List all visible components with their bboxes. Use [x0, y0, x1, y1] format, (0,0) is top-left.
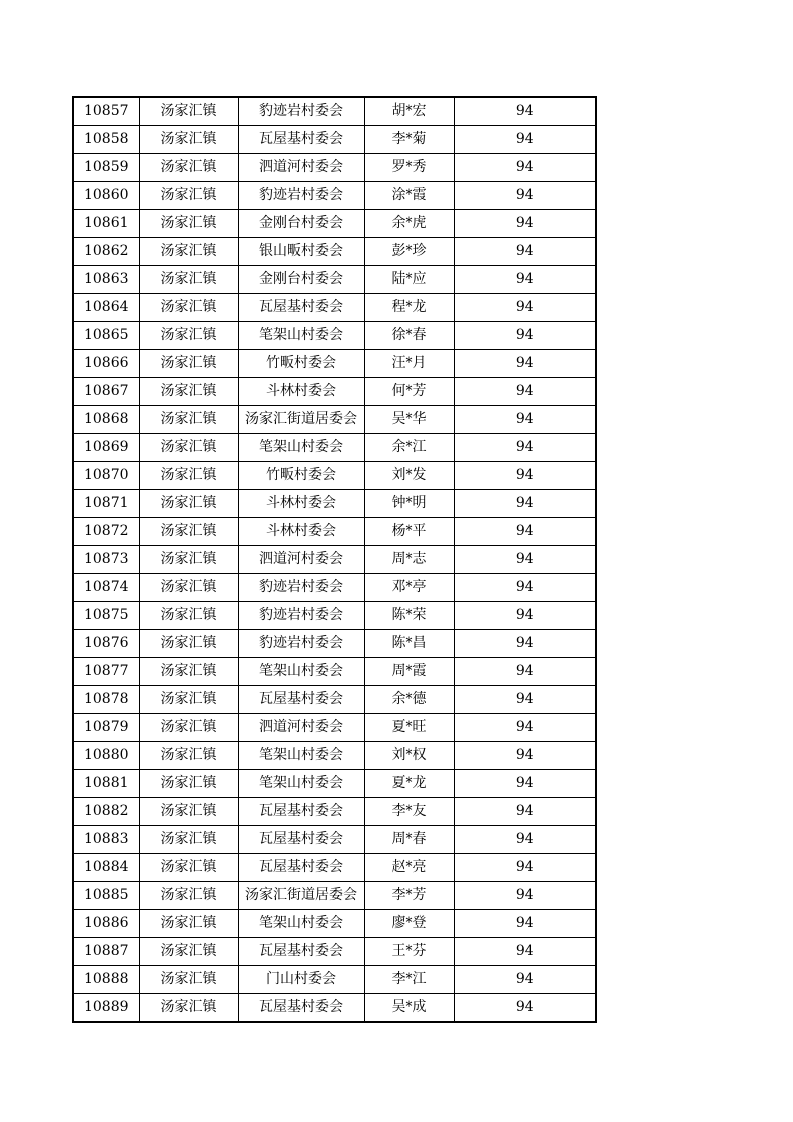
score-cell: 94 [454, 658, 596, 686]
name-cell: 李*芳 [364, 882, 454, 910]
village-cell: 瓦屋基村委会 [238, 826, 364, 854]
name-cell: 余*江 [364, 434, 454, 462]
id-cell: 10875 [73, 602, 139, 630]
score-cell: 94 [454, 938, 596, 966]
table-row [73, 378, 596, 406]
table-row [73, 238, 596, 266]
id-cell: 10876 [73, 630, 139, 658]
name-cell: 廖*登 [364, 910, 454, 938]
table-row [73, 574, 596, 602]
score-cell: 94 [454, 322, 596, 350]
table-row [73, 686, 596, 714]
village-cell: 笔架山村委会 [238, 322, 364, 350]
id-cell: 10862 [73, 238, 139, 266]
town-cell: 汤家汇镇 [139, 154, 238, 182]
name-cell: 何*芳 [364, 378, 454, 406]
table-row [73, 322, 596, 350]
table-row [73, 742, 596, 770]
id-cell: 10882 [73, 798, 139, 826]
village-cell: 竹畈村委会 [238, 350, 364, 378]
town-cell: 汤家汇镇 [139, 602, 238, 630]
town-cell: 汤家汇镇 [139, 630, 238, 658]
score-cell: 94 [454, 406, 596, 434]
village-cell: 豹迹岩村委会 [238, 97, 364, 126]
table-row [73, 406, 596, 434]
table-row [73, 350, 596, 378]
name-cell: 罗*秀 [364, 154, 454, 182]
id-cell: 10867 [73, 378, 139, 406]
table-row [73, 882, 596, 910]
table-body [73, 97, 596, 1022]
table-row [73, 462, 596, 490]
id-cell: 10860 [73, 182, 139, 210]
name-cell: 周*霞 [364, 658, 454, 686]
id-cell: 10872 [73, 518, 139, 546]
town-cell: 汤家汇镇 [139, 826, 238, 854]
table-row [73, 546, 596, 574]
table-row [73, 630, 596, 658]
score-cell: 94 [454, 434, 596, 462]
name-cell: 李*江 [364, 966, 454, 994]
score-cell: 94 [454, 518, 596, 546]
village-cell: 笔架山村委会 [238, 910, 364, 938]
score-cell: 94 [454, 966, 596, 994]
score-cell: 94 [454, 378, 596, 406]
town-cell: 汤家汇镇 [139, 714, 238, 742]
name-cell: 夏*旺 [364, 714, 454, 742]
score-cell: 94 [454, 182, 596, 210]
name-cell: 刘*发 [364, 462, 454, 490]
score-cell: 94 [454, 854, 596, 882]
id-cell: 10887 [73, 938, 139, 966]
score-cell: 94 [454, 686, 596, 714]
id-cell: 10877 [73, 658, 139, 686]
name-cell: 彭*珍 [364, 238, 454, 266]
id-cell: 10857 [73, 97, 139, 126]
id-cell: 10861 [73, 210, 139, 238]
town-cell: 汤家汇镇 [139, 770, 238, 798]
village-cell: 瓦屋基村委会 [238, 938, 364, 966]
town-cell: 汤家汇镇 [139, 966, 238, 994]
town-cell: 汤家汇镇 [139, 182, 238, 210]
name-cell: 徐*春 [364, 322, 454, 350]
table-row [73, 126, 596, 154]
name-cell: 汪*月 [364, 350, 454, 378]
id-cell: 10868 [73, 406, 139, 434]
id-cell: 10889 [73, 994, 139, 1023]
name-cell: 李*菊 [364, 126, 454, 154]
table-row [73, 798, 596, 826]
table-row [73, 770, 596, 798]
village-cell: 瓦屋基村委会 [238, 686, 364, 714]
village-cell: 瓦屋基村委会 [238, 798, 364, 826]
table-row [73, 434, 596, 462]
town-cell: 汤家汇镇 [139, 294, 238, 322]
village-cell: 汤家汇街道居委会 [238, 882, 364, 910]
name-cell: 钟*明 [364, 490, 454, 518]
score-cell: 94 [454, 238, 596, 266]
town-cell: 汤家汇镇 [139, 126, 238, 154]
id-cell: 10878 [73, 686, 139, 714]
town-cell: 汤家汇镇 [139, 434, 238, 462]
id-cell: 10880 [73, 742, 139, 770]
name-cell: 程*龙 [364, 294, 454, 322]
town-cell: 汤家汇镇 [139, 210, 238, 238]
village-cell: 泗道河村委会 [238, 714, 364, 742]
name-cell: 刘*权 [364, 742, 454, 770]
id-cell: 10884 [73, 854, 139, 882]
name-cell: 周*志 [364, 546, 454, 574]
village-cell: 瓦屋基村委会 [238, 126, 364, 154]
town-cell: 汤家汇镇 [139, 882, 238, 910]
id-cell: 10865 [73, 322, 139, 350]
table-row [73, 266, 596, 294]
score-cell: 94 [454, 350, 596, 378]
score-cell: 94 [454, 630, 596, 658]
table-row [73, 490, 596, 518]
score-cell: 94 [454, 97, 596, 126]
id-cell: 10886 [73, 910, 139, 938]
name-cell: 吴*华 [364, 406, 454, 434]
score-cell: 94 [454, 770, 596, 798]
village-cell: 门山村委会 [238, 966, 364, 994]
id-cell: 10871 [73, 490, 139, 518]
id-cell: 10883 [73, 826, 139, 854]
town-cell: 汤家汇镇 [139, 462, 238, 490]
village-cell: 瓦屋基村委会 [238, 994, 364, 1023]
village-cell: 豹迹岩村委会 [238, 574, 364, 602]
score-cell: 94 [454, 826, 596, 854]
table-row [73, 994, 596, 1023]
score-cell: 94 [454, 462, 596, 490]
village-cell: 笔架山村委会 [238, 434, 364, 462]
town-cell: 汤家汇镇 [139, 658, 238, 686]
town-cell: 汤家汇镇 [139, 378, 238, 406]
name-cell: 余*虎 [364, 210, 454, 238]
village-cell: 瓦屋基村委会 [238, 854, 364, 882]
name-cell: 陆*应 [364, 266, 454, 294]
score-cell: 94 [454, 154, 596, 182]
name-cell: 杨*平 [364, 518, 454, 546]
name-cell: 夏*龙 [364, 770, 454, 798]
score-cell: 94 [454, 714, 596, 742]
town-cell: 汤家汇镇 [139, 686, 238, 714]
id-cell: 10874 [73, 574, 139, 602]
score-cell: 94 [454, 742, 596, 770]
score-cell: 94 [454, 574, 596, 602]
town-cell: 汤家汇镇 [139, 490, 238, 518]
village-cell: 斗林村委会 [238, 518, 364, 546]
town-cell: 汤家汇镇 [139, 406, 238, 434]
id-cell: 10859 [73, 154, 139, 182]
town-cell: 汤家汇镇 [139, 546, 238, 574]
name-cell: 李*友 [364, 798, 454, 826]
town-cell: 汤家汇镇 [139, 238, 238, 266]
village-cell: 笔架山村委会 [238, 658, 364, 686]
id-cell: 10888 [73, 966, 139, 994]
table-row [73, 938, 596, 966]
name-cell: 周*春 [364, 826, 454, 854]
id-cell: 10863 [73, 266, 139, 294]
table-row [73, 210, 596, 238]
village-cell: 笔架山村委会 [238, 742, 364, 770]
village-cell: 竹畈村委会 [238, 462, 364, 490]
village-cell: 泗道河村委会 [238, 546, 364, 574]
name-cell: 陈*昌 [364, 630, 454, 658]
id-cell: 10869 [73, 434, 139, 462]
village-cell: 豹迹岩村委会 [238, 602, 364, 630]
id-cell: 10873 [73, 546, 139, 574]
table-row [73, 294, 596, 322]
id-cell: 10858 [73, 126, 139, 154]
village-cell: 金刚台村委会 [238, 210, 364, 238]
score-cell: 94 [454, 126, 596, 154]
table-row [73, 602, 596, 630]
village-cell: 豹迹岩村委会 [238, 630, 364, 658]
table-row [73, 658, 596, 686]
score-cell: 94 [454, 910, 596, 938]
name-cell: 涂*霞 [364, 182, 454, 210]
id-cell: 10864 [73, 294, 139, 322]
town-cell: 汤家汇镇 [139, 938, 238, 966]
town-cell: 汤家汇镇 [139, 574, 238, 602]
town-cell: 汤家汇镇 [139, 798, 238, 826]
village-cell: 笔架山村委会 [238, 770, 364, 798]
table-row [73, 854, 596, 882]
town-cell: 汤家汇镇 [139, 518, 238, 546]
name-cell: 余*德 [364, 686, 454, 714]
score-cell: 94 [454, 210, 596, 238]
id-cell: 10879 [73, 714, 139, 742]
village-cell: 瓦屋基村委会 [238, 294, 364, 322]
table-row [73, 714, 596, 742]
name-cell: 胡*宏 [364, 97, 454, 126]
name-cell: 王*芬 [364, 938, 454, 966]
table-row [73, 518, 596, 546]
town-cell: 汤家汇镇 [139, 266, 238, 294]
town-cell: 汤家汇镇 [139, 910, 238, 938]
id-cell: 10881 [73, 770, 139, 798]
table-row [73, 182, 596, 210]
village-cell: 泗道河村委会 [238, 154, 364, 182]
score-cell: 94 [454, 602, 596, 630]
village-cell: 银山畈村委会 [238, 238, 364, 266]
id-cell: 10885 [73, 882, 139, 910]
score-cell: 94 [454, 266, 596, 294]
name-cell: 邓*亭 [364, 574, 454, 602]
name-cell: 赵*亮 [364, 854, 454, 882]
name-cell: 陈*荣 [364, 602, 454, 630]
data-table [72, 96, 597, 1023]
village-cell: 斗林村委会 [238, 378, 364, 406]
village-cell: 豹迹岩村委会 [238, 182, 364, 210]
town-cell: 汤家汇镇 [139, 350, 238, 378]
table-row [73, 826, 596, 854]
table-row [73, 966, 596, 994]
score-cell: 94 [454, 994, 596, 1023]
score-cell: 94 [454, 490, 596, 518]
id-cell: 10866 [73, 350, 139, 378]
table-row [73, 97, 596, 126]
town-cell: 汤家汇镇 [139, 994, 238, 1023]
score-cell: 94 [454, 882, 596, 910]
table-row [73, 154, 596, 182]
town-cell: 汤家汇镇 [139, 322, 238, 350]
village-cell: 汤家汇街道居委会 [238, 406, 364, 434]
table-row [73, 910, 596, 938]
town-cell: 汤家汇镇 [139, 97, 238, 126]
town-cell: 汤家汇镇 [139, 742, 238, 770]
score-cell: 94 [454, 294, 596, 322]
village-cell: 斗林村委会 [238, 490, 364, 518]
id-cell: 10870 [73, 462, 139, 490]
village-cell: 金刚台村委会 [238, 266, 364, 294]
score-cell: 94 [454, 546, 596, 574]
score-cell: 94 [454, 798, 596, 826]
town-cell: 汤家汇镇 [139, 854, 238, 882]
name-cell: 吴*成 [364, 994, 454, 1023]
